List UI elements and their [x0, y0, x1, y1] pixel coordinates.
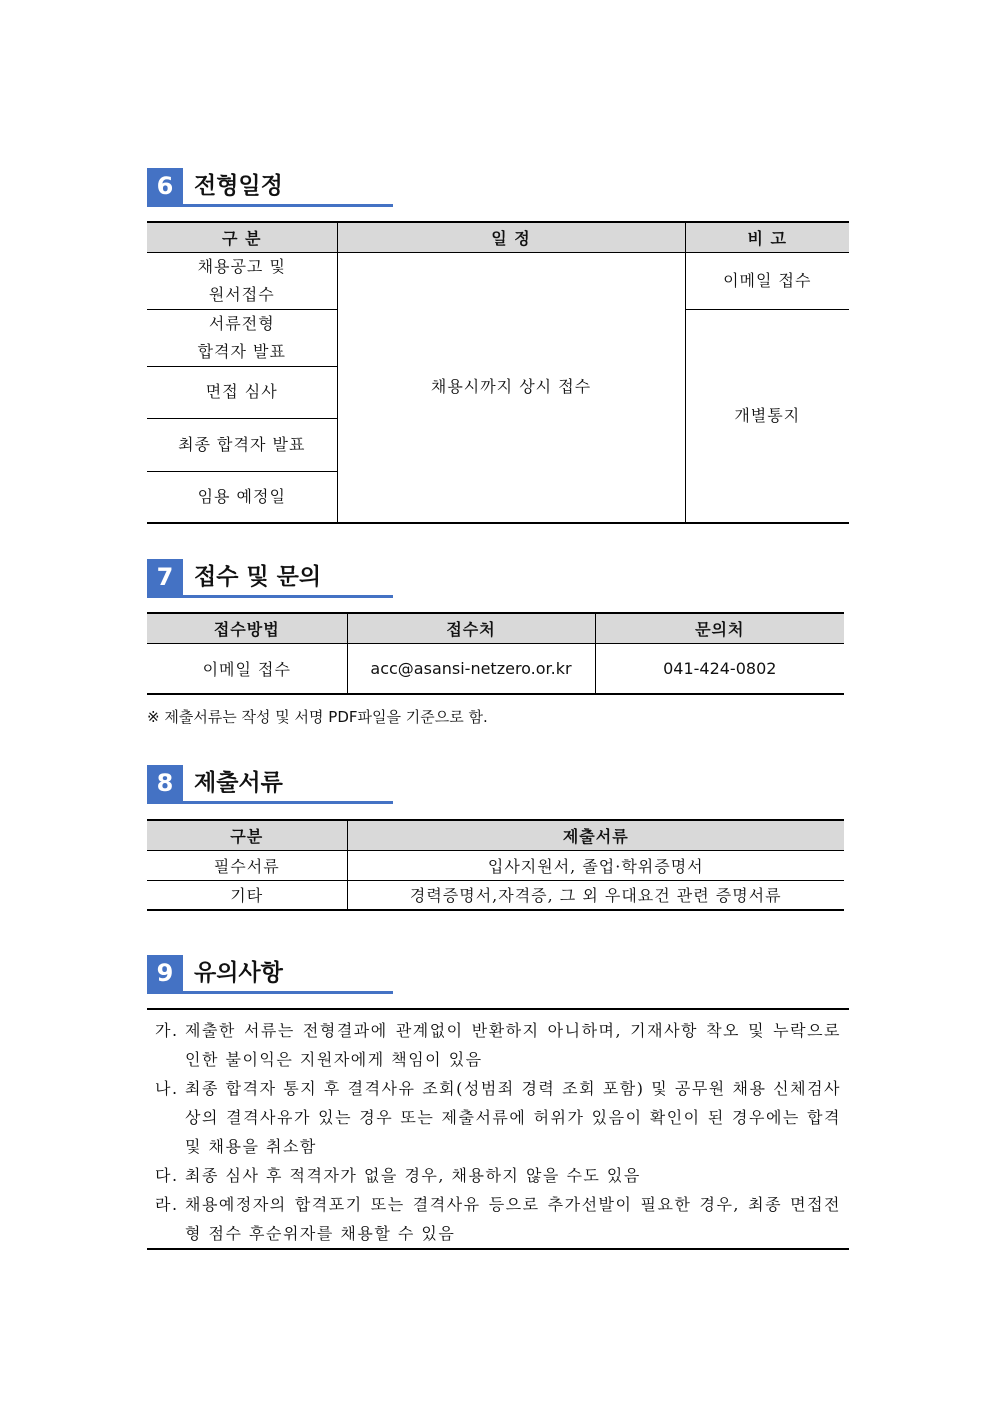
documents-cell: 입사지원서, 졸업·학위증명서 [347, 850, 844, 880]
header-schedule: 일 정 [337, 222, 685, 252]
item-marker: 라. [155, 1195, 179, 1214]
header-documents: 제출서류 [347, 820, 844, 850]
email-link[interactable]: acc@asansi-netzero.or.kr [347, 643, 595, 694]
section-title: 전형일정 [194, 173, 283, 199]
submission-note: ※ 제출서류는 작성 및 서명 PDF파일을 기준으로 함. [147, 708, 488, 726]
category-cell: 필수서류 [147, 850, 347, 880]
row-label-line: 서류전형 [208, 313, 275, 333]
section-7-heading [147, 559, 393, 598]
list-item [147, 1016, 849, 1074]
schedule-cell: 채용시까지 상시 접수 [337, 252, 685, 523]
documents-table [147, 819, 844, 911]
row-label-line: 합격자 발표 [197, 341, 286, 361]
section-number: 7 [147, 559, 183, 595]
section-number: 6 [147, 168, 183, 204]
category-cell: 기타 [147, 880, 347, 910]
note-cell-email: 이메일 접수 [685, 252, 849, 309]
row-label: 면접 심사 [147, 366, 337, 418]
item-marker: 가. [155, 1021, 179, 1040]
section-8-heading [147, 765, 393, 804]
header-method: 접수방법 [147, 613, 347, 643]
row-label-line: 채용공고 및 [197, 256, 286, 276]
schedule-table [147, 221, 849, 524]
item-text: 제출한 서류는 전형결과에 관계없이 반환하지 아니하며, 기재사항 착오 및 누락으로 인한 불이익은 지원자에게 책임이 있음 [185, 1021, 841, 1069]
section-title: 접수 및 문의 [194, 564, 322, 590]
header-inquiry: 문의처 [595, 613, 844, 643]
item-marker: 다. [155, 1166, 179, 1185]
row-label-line: 원서접수 [208, 284, 275, 304]
method-cell: 이메일 접수 [147, 643, 347, 694]
list-item [147, 1190, 849, 1248]
section-title: 제출서류 [194, 770, 283, 796]
header-note: 비 고 [685, 222, 849, 252]
note-cell-individual: 개별통지 [685, 309, 849, 523]
item-text: 최종 심사 후 적격자가 없을 경우, 채용하지 않을 수도 있음 [185, 1166, 641, 1185]
row-label [147, 252, 337, 309]
section-6-heading [147, 168, 393, 207]
notice-list [147, 1008, 849, 1250]
header-receiver: 접수처 [347, 613, 595, 643]
row-label [147, 309, 337, 366]
header-category: 구 분 [147, 222, 337, 252]
documents-cell: 경력증명서,자격증, 그 외 우대요건 관련 증명서류 [409, 886, 782, 906]
item-marker: 나. [155, 1079, 179, 1098]
list-item [147, 1074, 849, 1161]
header-category: 구분 [147, 820, 347, 850]
section-number: 9 [147, 955, 183, 991]
contact-table [147, 612, 844, 695]
section-number: 8 [147, 765, 183, 801]
row-label: 임용 예정일 [197, 486, 286, 506]
item-text: 채용예정자의 합격포기 또는 결격사유 등으로 추가선발이 필요한 경우, 최종 면접전형 점수 후순위자를 채용할 수 있음 [185, 1195, 841, 1243]
list-item [147, 1161, 849, 1190]
item-text: 최종 합격자 통지 후 결격사유 조회(성범죄 경력 조회 포함) 및 공무원 채용 신체검사 상의 결격사유가 있는 경우 또는 제출서류에 허위가 있음이 확인이 된 경우에는 합격 및 채용을 취소함 [185, 1079, 841, 1156]
section-title: 유의사항 [194, 960, 283, 986]
phone-number: 041-424-0802 [663, 658, 777, 678]
row-label: 최종 합격자 발표 [147, 418, 337, 471]
section-9-heading [147, 955, 393, 994]
